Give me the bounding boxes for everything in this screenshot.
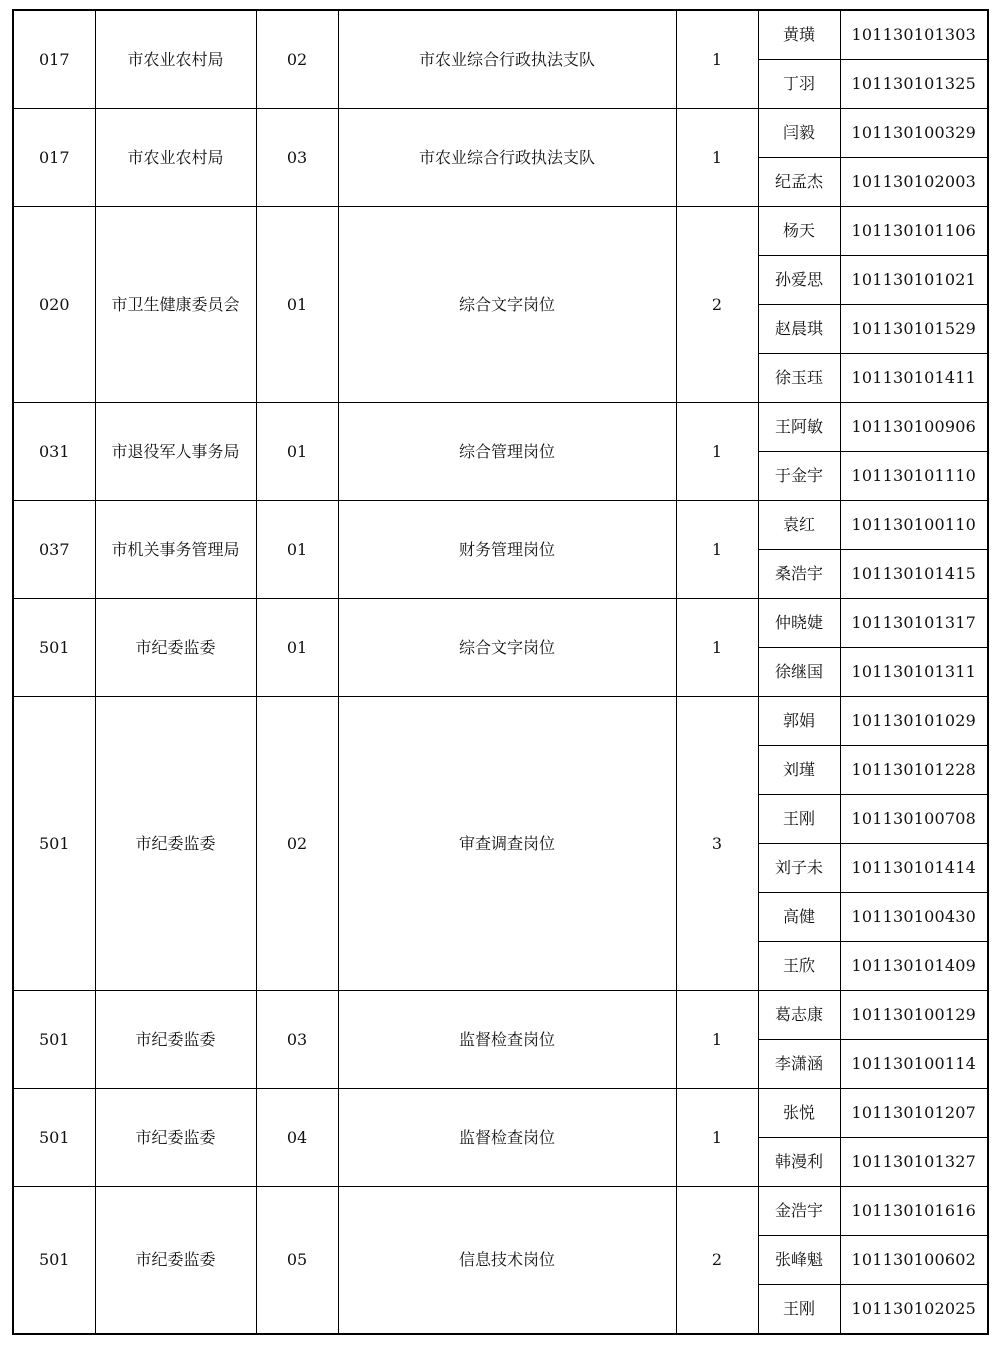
- hire-count-cell: 1: [676, 1089, 758, 1187]
- table-row: [13, 991, 988, 1040]
- candidate-name-cell: 王欣: [758, 942, 840, 991]
- dept-code-cell: 501: [13, 599, 95, 697]
- dept-name-cell: 市退役军人事务局: [95, 403, 256, 501]
- candidate-name-cell: 王阿敏: [758, 403, 840, 452]
- candidate-ticket-cell: 101130101325: [840, 60, 988, 109]
- candidate-ticket-cell: 101130100602: [840, 1236, 988, 1285]
- post-name-cell: 市农业综合行政执法支队: [338, 10, 676, 109]
- candidate-ticket-cell: 101130101207: [840, 1089, 988, 1138]
- candidate-ticket-cell: 101130100114: [840, 1040, 988, 1089]
- candidate-ticket-cell: 101130102025: [840, 1285, 988, 1335]
- hire-count-cell: 1: [676, 991, 758, 1089]
- hire-count-cell: 1: [676, 501, 758, 599]
- candidate-ticket-cell: 101130100110: [840, 501, 988, 550]
- candidate-name-cell: 葛志康: [758, 991, 840, 1040]
- candidate-name-cell: 金浩宇: [758, 1187, 840, 1236]
- hire-count-cell: 1: [676, 403, 758, 501]
- candidate-ticket-cell: 101130100906: [840, 403, 988, 452]
- hire-count-cell: 1: [676, 10, 758, 109]
- candidate-name-cell: 于金宇: [758, 452, 840, 501]
- hire-count-cell: 1: [676, 109, 758, 207]
- dept-code-cell: 017: [13, 109, 95, 207]
- table-row: [13, 599, 988, 648]
- table-row: [13, 109, 988, 158]
- candidate-ticket-cell: 101130101228: [840, 746, 988, 795]
- dept-name-cell: 市纪委监委: [95, 697, 256, 991]
- candidate-ticket-cell: 101130101414: [840, 844, 988, 893]
- dept-code-cell: 501: [13, 1187, 95, 1335]
- candidate-name-cell: 韩漫利: [758, 1138, 840, 1187]
- candidate-ticket-cell: 101130100329: [840, 109, 988, 158]
- candidate-name-cell: 桑浩宇: [758, 550, 840, 599]
- candidate-name-cell: 黄璜: [758, 10, 840, 60]
- candidate-name-cell: 张悦: [758, 1089, 840, 1138]
- candidate-ticket-cell: 101130101303: [840, 10, 988, 60]
- candidate-name-cell: 李潇涵: [758, 1040, 840, 1089]
- post-code-cell: 05: [256, 1187, 338, 1335]
- dept-code-cell: 501: [13, 991, 95, 1089]
- candidate-name-cell: 仲晓婕: [758, 599, 840, 648]
- post-name-cell: 审查调查岗位: [338, 697, 676, 991]
- dept-code-cell: 501: [13, 1089, 95, 1187]
- document-page: [12, 9, 987, 1335]
- candidate-name-cell: 高健: [758, 893, 840, 942]
- table-row: [13, 501, 988, 550]
- dept-name-cell: 市卫生健康委员会: [95, 207, 256, 403]
- post-code-cell: 01: [256, 501, 338, 599]
- candidate-name-cell: 袁红: [758, 501, 840, 550]
- candidate-name-cell: 王刚: [758, 1285, 840, 1335]
- candidate-ticket-cell: 101130101110: [840, 452, 988, 501]
- candidate-name-cell: 刘瑾: [758, 746, 840, 795]
- post-code-cell: 04: [256, 1089, 338, 1187]
- post-code-cell: 02: [256, 697, 338, 991]
- post-name-cell: 综合文字岗位: [338, 207, 676, 403]
- post-code-cell: 03: [256, 991, 338, 1089]
- candidate-ticket-cell: 101130101411: [840, 354, 988, 403]
- candidate-ticket-cell: 101130100430: [840, 893, 988, 942]
- candidate-name-cell: 赵晨琪: [758, 305, 840, 354]
- candidate-name-cell: 郭娟: [758, 697, 840, 746]
- table-row: [13, 1089, 988, 1138]
- dept-name-cell: 市纪委监委: [95, 991, 256, 1089]
- candidate-name-cell: 徐继国: [758, 648, 840, 697]
- table-row: [13, 697, 988, 746]
- candidate-ticket-cell: 101130101317: [840, 599, 988, 648]
- dept-name-cell: 市农业农村局: [95, 10, 256, 109]
- hire-count-cell: 1: [676, 599, 758, 697]
- candidate-name-cell: 杨天: [758, 207, 840, 256]
- candidate-ticket-cell: 101130101409: [840, 942, 988, 991]
- roster-body: [13, 10, 988, 1334]
- candidate-ticket-cell: 101130101029: [840, 697, 988, 746]
- post-name-cell: 综合文字岗位: [338, 599, 676, 697]
- table-row: [13, 207, 988, 256]
- post-name-cell: 信息技术岗位: [338, 1187, 676, 1335]
- candidate-ticket-cell: 101130101021: [840, 256, 988, 305]
- post-code-cell: 01: [256, 599, 338, 697]
- hire-count-cell: 2: [676, 207, 758, 403]
- post-name-cell: 综合管理岗位: [338, 403, 676, 501]
- candidate-ticket-cell: 101130100129: [840, 991, 988, 1040]
- candidate-name-cell: 丁羽: [758, 60, 840, 109]
- dept-name-cell: 市纪委监委: [95, 1089, 256, 1187]
- post-code-cell: 02: [256, 10, 338, 109]
- candidate-name-cell: 王刚: [758, 795, 840, 844]
- post-code-cell: 01: [256, 403, 338, 501]
- candidate-ticket-cell: 101130101327: [840, 1138, 988, 1187]
- candidate-ticket-cell: 101130102003: [840, 158, 988, 207]
- post-name-cell: 财务管理岗位: [338, 501, 676, 599]
- dept-name-cell: 市机关事务管理局: [95, 501, 256, 599]
- candidate-ticket-cell: 101130101616: [840, 1187, 988, 1236]
- candidate-name-cell: 张峰魁: [758, 1236, 840, 1285]
- dept-name-cell: 市纪委监委: [95, 599, 256, 697]
- candidate-name-cell: 纪孟杰: [758, 158, 840, 207]
- table-row: [13, 10, 988, 60]
- hire-count-cell: 2: [676, 1187, 758, 1335]
- candidate-roster-table: [12, 9, 989, 1335]
- dept-code-cell: 037: [13, 501, 95, 599]
- dept-code-cell: 020: [13, 207, 95, 403]
- dept-name-cell: 市纪委监委: [95, 1187, 256, 1335]
- table-row: [13, 1187, 988, 1236]
- dept-code-cell: 501: [13, 697, 95, 991]
- candidate-ticket-cell: 101130101415: [840, 550, 988, 599]
- hire-count-cell: 3: [676, 697, 758, 991]
- post-name-cell: 监督检查岗位: [338, 1089, 676, 1187]
- candidate-ticket-cell: 101130100708: [840, 795, 988, 844]
- candidate-name-cell: 闫毅: [758, 109, 840, 158]
- candidate-ticket-cell: 101130101311: [840, 648, 988, 697]
- candidate-name-cell: 孙爱思: [758, 256, 840, 305]
- candidate-name-cell: 刘子未: [758, 844, 840, 893]
- post-name-cell: 监督检查岗位: [338, 991, 676, 1089]
- post-code-cell: 03: [256, 109, 338, 207]
- dept-code-cell: 031: [13, 403, 95, 501]
- post-name-cell: 市农业综合行政执法支队: [338, 109, 676, 207]
- candidate-name-cell: 徐玉珏: [758, 354, 840, 403]
- candidate-ticket-cell: 101130101529: [840, 305, 988, 354]
- candidate-ticket-cell: 101130101106: [840, 207, 988, 256]
- dept-code-cell: 017: [13, 10, 95, 109]
- post-code-cell: 01: [256, 207, 338, 403]
- dept-name-cell: 市农业农村局: [95, 109, 256, 207]
- table-row: [13, 403, 988, 452]
